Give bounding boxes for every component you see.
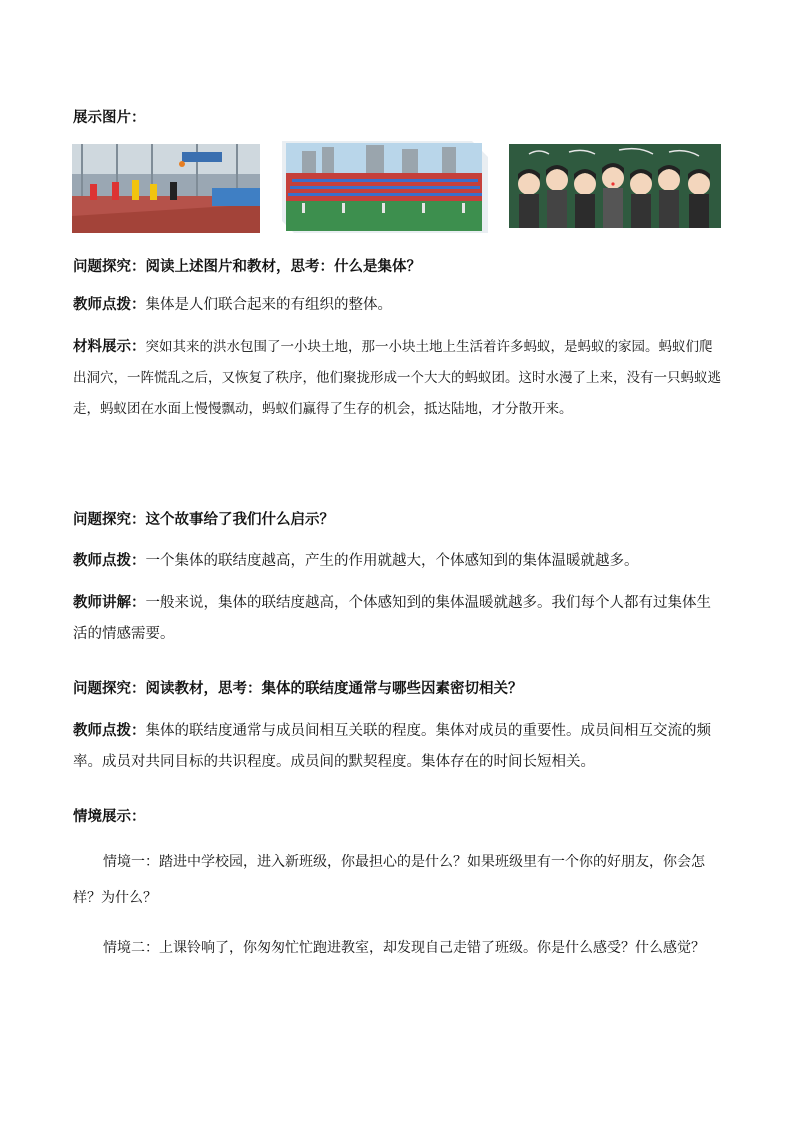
hint-text: 一个集体的联结度越高，产生的作用就越大，个体感知到的集体温暖就越多。 [145,553,639,569]
basketball-photo [72,144,260,233]
question-3 [73,674,723,704]
question-text: 阅读教材，思考：集体的联结度通常与哪些因素密切相关？ [145,681,523,697]
scenario-1: 情境一：踏进中学校园，进入新班级，你最担心的是什么？如果班级里有一个你的好朋友，你会怎样？为什么？ [73,854,705,906]
material-display [73,332,723,425]
question-label: 问题探究： [73,681,146,697]
teacher-hint-2 [73,546,723,576]
material-label: 材料展示： [73,339,146,355]
hint-label: 教师点拨： [73,723,146,739]
explanation-label: 教师讲解： [73,595,146,611]
explanation-text: 一般来说，集体的联结度越高，个体感知到的集体温暖就越多。我们每个人都有过集体生活的情感需要。 [73,595,711,642]
question-label: 问题探究： [73,512,146,528]
heading-scenario: 情境展示： [73,809,146,825]
hint-text: 集体的联结度通常与成员间相互关联的程度。集体对成员的重要性。成员间相互交流的频率。成员对共同目标的共识程度。成员间的默契程度。集体存在的时间长短相关。 [73,723,711,770]
question-2 [73,505,723,535]
scenario-2: 情境二：上课铃响了，你匆匆忙忙跑进教室，却发现自己走错了班级。你是什么感受？什么感觉？ [103,940,705,956]
question-text: 阅读上述图片和教材，思考：什么是集体？ [145,259,421,275]
question-label: 问题探究： [73,259,146,275]
question-1 [73,252,723,282]
exercise-photo [282,141,488,233]
hint-label: 教师点拨： [73,297,146,313]
cartoon-class-photo [509,144,721,228]
heading-show-pictures: 展示图片： [73,110,146,126]
hint-text: 集体是人们联合起来的有组织的整体。 [145,297,392,313]
teacher-explanation [73,588,723,650]
question-text: 这个故事给了我们什么启示？ [145,512,334,528]
material-text: 突如其来的洪水包围了一小块土地，那一小块土地上生活着许多蚂蚁，是蚂蚁的家园。蚂蚁们爬出洞穴，一阵慌乱之后，又恢复了秩序，他们聚拢形成一个大大的蚂蚁团。这时水漫了上来，没有一只蚂蚁逃走，蚂蚁团在水面上慢慢飘动，蚂蚁们赢得了生存的机会，抵达陆地，才分散开来。 [73,339,721,417]
teacher-hint-1 [73,290,723,320]
teacher-hint-3 [73,716,723,778]
hint-label: 教师点拨： [73,553,146,569]
picture-row [72,141,724,233]
